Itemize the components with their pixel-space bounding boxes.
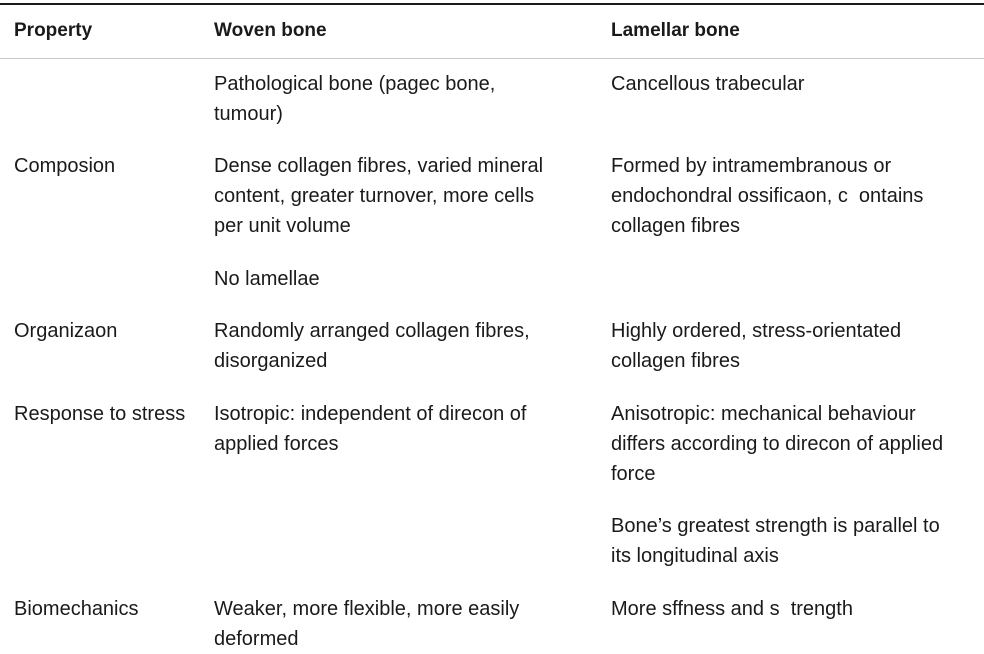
column-header-lamellar-bone: Lamellar bone [611, 20, 740, 41]
table-cell-lamellar: Cancellous trabecular [611, 73, 805, 95]
table-cell-woven: No lamellae [214, 268, 320, 290]
table-cell-lamellar: Anisotropic: mechanical behaviour differs according to direcon of applied force [611, 403, 944, 485]
column-header-woven-bone: Woven bone [214, 20, 327, 41]
table-cell-property: Biomechanics [14, 598, 139, 620]
table-cell-property: Organizaon [14, 320, 118, 342]
table-cell-lamellar: Formed by intramembranous or endochondral ossificaon, c ontains collagen fibres [611, 155, 924, 237]
table-cell-woven: Isotropic: independent of direcon of applied forces [214, 403, 527, 455]
table-cell-property: Composion [14, 155, 116, 177]
column-header-property: Property [14, 20, 93, 41]
table-cell-lamellar: More sffness and s trength [611, 598, 853, 620]
table-top-rule [0, 3, 984, 5]
table-cell-lamellar: Bone’s greatest strength is parallel to its longitudinal axis [611, 515, 940, 567]
table-cell-lamellar: Highly ordered, stress-orientated collagen fibres [611, 320, 902, 372]
table-cell-woven: Dense collagen fibres, varied mineral content, greater turnover, more cells per unit volume [214, 155, 544, 237]
table-cell-property: Response to stress [14, 403, 186, 425]
table-cell-woven: Randomly arranged collagen fibres, disorganized [214, 320, 530, 372]
table-cell-woven: Pathological bone (pagec bone, tumour) [214, 73, 496, 125]
table-cell-woven: Weaker, more flexible, more easily deformed [214, 598, 520, 650]
table-header-rule [0, 58, 984, 59]
